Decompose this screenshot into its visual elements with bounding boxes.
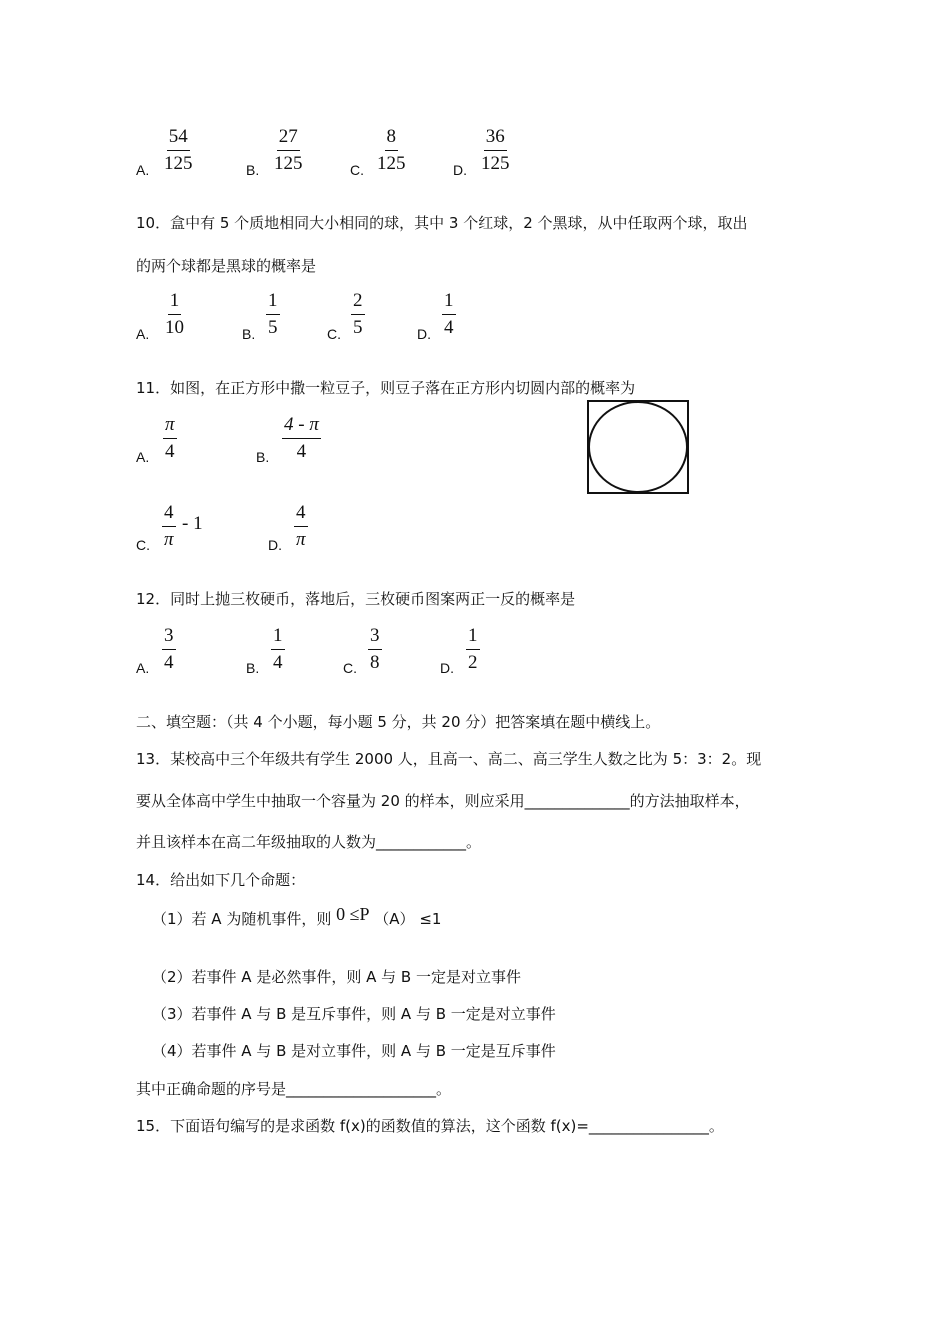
q9-option-b-fraction <box>272 126 305 175</box>
q9-option-d-letter: D. <box>453 162 467 178</box>
q11-option-b-denominator: 4 <box>296 441 307 462</box>
q11-option-b-letter: B. <box>256 449 270 465</box>
q9-option-a-numerator: 54 <box>167 126 190 151</box>
q10-option-a-denominator: 10 <box>165 317 184 338</box>
q9-option-b-numerator: 27 <box>277 126 300 151</box>
q11-option-d-denominator: π <box>296 529 306 550</box>
q11-option-d-letter: D. <box>268 537 282 553</box>
q11-line-1: 11．如图，在正方形中撒一粒豆子，则豆子落在正方形内切圆内部的概率为 <box>136 379 636 397</box>
q10-line-2: 的两个球都是黑球的概率是 <box>136 257 317 275</box>
square-inscribed-circle-figure <box>586 399 690 495</box>
q11-option-a-numerator: π <box>163 414 177 439</box>
q9-option-b-denominator: 125 <box>274 153 303 174</box>
q14-p1-suffix: ≤1 <box>419 910 442 928</box>
q14-proposition-2: （2）若事件 A 是必然事件，则 A 与 B 一定是对立事件 <box>152 968 521 986</box>
q11-option-d-numerator: 4 <box>294 502 308 527</box>
q12-option-c-numerator: 3 <box>368 625 382 650</box>
q12-option-b-letter: B. <box>246 660 260 676</box>
q14-proposition-3: （3）若事件 A 与 B 是互斥事件，则 A 与 B 一定是对立事件 <box>152 1005 556 1023</box>
q9-option-c-fraction <box>375 126 408 175</box>
q10-option-c-denominator: 5 <box>353 317 363 338</box>
q11-option-a-denominator: 4 <box>165 441 175 462</box>
q11-option-b-fraction <box>282 414 321 463</box>
q10-option-c-letter: C. <box>327 326 341 342</box>
q14-p1-middle: （A） <box>374 910 415 928</box>
q9-option-c-numerator: 8 <box>385 126 399 151</box>
q10-option-b-denominator: 5 <box>268 317 278 338</box>
q11-option-a-letter: A. <box>136 449 150 465</box>
q11-option-c-suffix: - 1 <box>182 513 203 534</box>
q14-p1-math: 0 ≤P <box>336 904 370 924</box>
q12-option-a-letter: A. <box>136 660 150 676</box>
q13-line-1: 13．某校高中三个年级共有学生 2000 人，且高一、高二、高三学生人数之比为 5：3：2。现 <box>136 750 762 768</box>
q10-option-d-denominator: 4 <box>444 317 454 338</box>
q11-option-c-fraction <box>162 502 176 551</box>
q9-option-c-denominator: 125 <box>377 153 406 174</box>
q12-option-a-numerator: 3 <box>162 625 176 650</box>
q13-line-2: 要从全体高中学生中抽取一个容量为 20 的样本，则应采用______________的方法抽取样本， <box>136 792 750 810</box>
q12-line-1: 12．同时上抛三枚硬币，落地后，三枚硬币图案两正一反的概率是 <box>136 590 576 608</box>
q12-option-d-letter: D. <box>440 660 454 676</box>
q10-option-a-numerator: 1 <box>168 290 182 315</box>
q12-option-d-denominator: 2 <box>468 652 478 673</box>
q11-option-c-denominator: π <box>164 529 174 550</box>
q10-option-b-fraction <box>266 290 280 339</box>
q9-option-b-letter: B. <box>246 162 260 178</box>
q12-option-b-denominator: 4 <box>273 652 283 673</box>
q14-answer-line: 其中正确命题的序号是____________________。 <box>136 1080 452 1098</box>
q14-p1-prefix: （1）若 A 为随机事件，则 <box>152 910 332 928</box>
q9-option-a-letter: A. <box>136 162 150 178</box>
q9-option-d-denominator: 125 <box>481 153 510 174</box>
q13-line-3: 并且该样本在高二年级抽取的人数为____________。 <box>136 833 482 851</box>
q12-option-b-fraction <box>271 625 285 674</box>
q14-line-1: 14．给出如下几个命题： <box>136 871 306 889</box>
section-2-heading: 二、填空题：（共 4 个小题，每小题 5 分，共 20 分）把答案填在题中横线上。 <box>136 713 661 731</box>
q10-option-d-fraction <box>442 290 456 339</box>
q11-option-d-fraction <box>294 502 308 551</box>
q10-option-a-letter: A. <box>136 326 150 342</box>
q9-option-c-letter: C. <box>350 162 364 178</box>
q14-proposition-4: （4）若事件 A 与 B 是对立事件，则 A 与 B 一定是互斥事件 <box>152 1042 556 1060</box>
q10-option-b-numerator: 1 <box>266 290 280 315</box>
q11-option-b-numerator: 4 - π <box>282 414 321 439</box>
q10-line-1: 10．盒中有 5 个质地相同大小相同的球，其中 3 个红球，2 个黑球，从中任取两个球，取出 <box>136 214 748 232</box>
q10-option-d-numerator: 1 <box>442 290 456 315</box>
q12-option-c-denominator: 8 <box>370 652 380 673</box>
q15-line-1: 15．下面语句编写的是求函数 f(x)的函数值的算法，这个函数 f(x)=________________。 <box>136 1117 724 1135</box>
q10-option-c-numerator: 2 <box>351 290 365 315</box>
q12-option-a-fraction <box>162 625 176 674</box>
q9-option-d-fraction <box>479 126 512 175</box>
q12-option-c-fraction <box>368 625 382 674</box>
q10-option-b-letter: B. <box>242 326 256 342</box>
q12-option-b-numerator: 1 <box>271 625 285 650</box>
q10-option-a-fraction <box>163 290 186 339</box>
inscribed-circle-shape <box>589 402 687 492</box>
q12-option-c-letter: C. <box>343 660 357 676</box>
q12-option-d-numerator: 1 <box>466 625 480 650</box>
q9-option-a-denominator: 125 <box>164 153 193 174</box>
q10-option-d-letter: D. <box>417 326 431 342</box>
q12-option-d-fraction <box>466 625 480 674</box>
q11-option-c-letter: C. <box>136 537 150 553</box>
q11-option-a-fraction <box>163 414 177 463</box>
q10-option-c-fraction <box>351 290 365 339</box>
q12-option-a-denominator: 4 <box>164 652 174 673</box>
q11-option-c-numerator: 4 <box>162 502 176 527</box>
q14-proposition-1 <box>152 904 442 929</box>
q9-option-a-fraction <box>162 126 195 175</box>
q9-option-d-numerator: 36 <box>484 126 507 151</box>
